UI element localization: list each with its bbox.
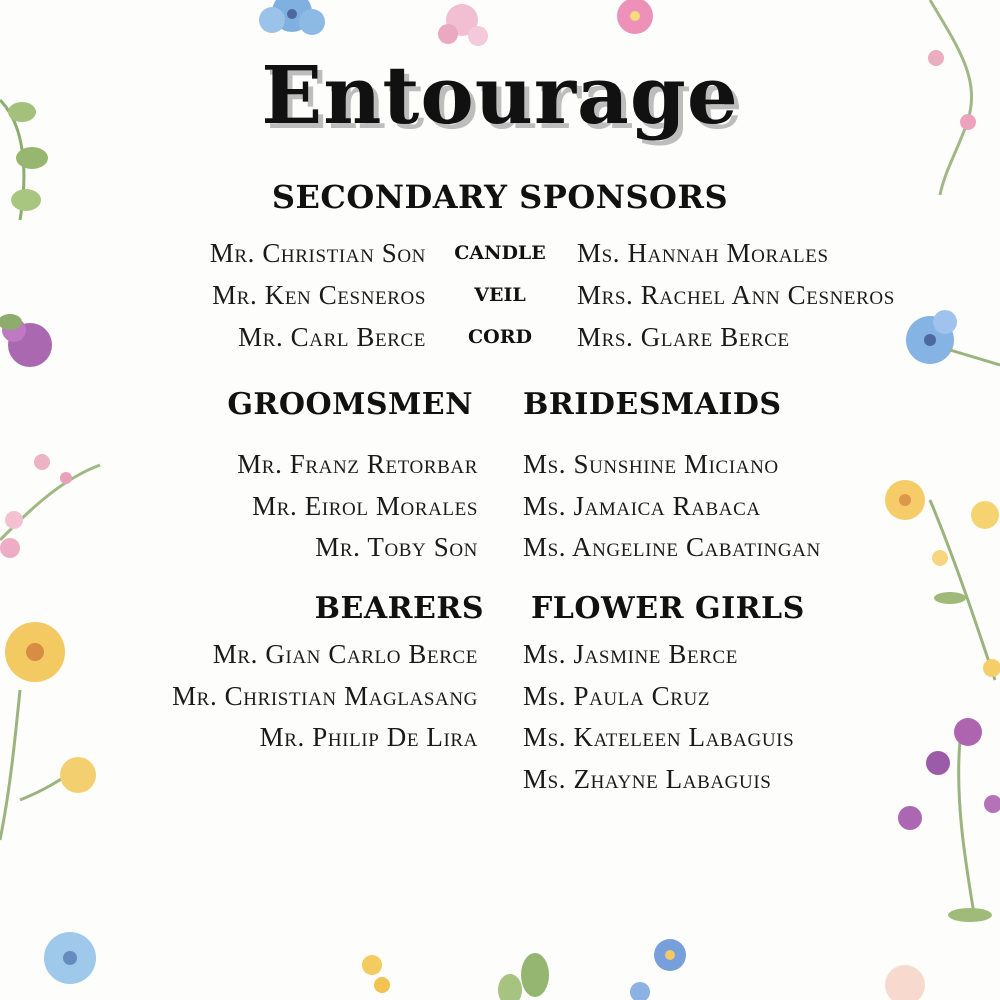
list-item: Mr. Gian Carlo Berce <box>212 639 478 669</box>
sponsor-groom-side: Mr. Ken Cesneros <box>212 280 426 310</box>
blue-flower-top-icon <box>259 0 325 35</box>
sponsor-row <box>100 238 960 280</box>
sponsor-row <box>100 322 960 364</box>
yellow-flowers-right-icon <box>885 480 1000 680</box>
bridesmaids-list <box>523 444 821 569</box>
list-item: Mr. Franz Retorbar <box>237 449 478 479</box>
list-item: Ms. Angeline Cabatingan <box>523 532 821 562</box>
yellow-flower-left-icon <box>0 622 96 840</box>
list-item: Mr. Eirol Morales <box>252 490 478 521</box>
sponsor-row <box>100 280 960 322</box>
secondary-sponsors-list <box>100 238 960 364</box>
sponsor-role: CANDLE <box>454 242 546 264</box>
flower-girls-heading: FLOWER GIRLS <box>531 591 805 626</box>
flower-girls-list <box>523 634 794 800</box>
list-item: Ms. Paula Cruz <box>523 680 711 711</box>
sponsor-groom-side: Mr. Christian Son <box>209 238 426 268</box>
sponsor-bride-side: Ms. Hannah Morales <box>577 238 829 268</box>
bridesmaids-heading: BRIDESMAIDS <box>523 387 782 422</box>
sponsor-role: CORD <box>468 326 532 348</box>
bottom-flowers-icon <box>44 932 925 1000</box>
list-item: Mr. Philip De Lira <box>259 722 478 752</box>
list-item: Ms. Zhayne Labaguis <box>523 763 772 794</box>
bearers-heading: BEARERS <box>314 591 484 626</box>
purple-thistle-right-icon <box>898 718 1000 922</box>
secondary-sponsors-heading: SECONDARY SPONSORS <box>271 178 729 216</box>
list-item: Ms. Jasmine Berce <box>523 639 738 669</box>
pink-sprig-left-icon <box>0 454 100 558</box>
list-item: Ms. Jamaica Rabaca <box>523 490 761 521</box>
groomsmen-heading: GROOMSMEN <box>227 387 473 422</box>
pink-flower-top-icon <box>438 0 653 46</box>
sponsor-bride-side: Mrs. Rachel Ann Cesneros <box>577 280 895 310</box>
list-item: Mr. Christian Maglasang <box>172 680 478 711</box>
sponsor-groom-side: Mr. Carl Berce <box>238 322 426 352</box>
groomsmen-list <box>237 444 478 569</box>
sponsor-bride-side: Mrs. Glare Berce <box>577 322 790 352</box>
list-item: Mr. Toby Son <box>315 532 478 562</box>
bearers-list <box>172 634 478 759</box>
list-item: Ms. Kateleen Labaguis <box>523 722 795 752</box>
sponsor-role: VEIL <box>474 284 526 306</box>
page-title: Entourage <box>261 48 739 142</box>
list-item: Ms. Sunshine Miciano <box>523 449 779 479</box>
purple-thistle-left-icon <box>0 314 52 367</box>
